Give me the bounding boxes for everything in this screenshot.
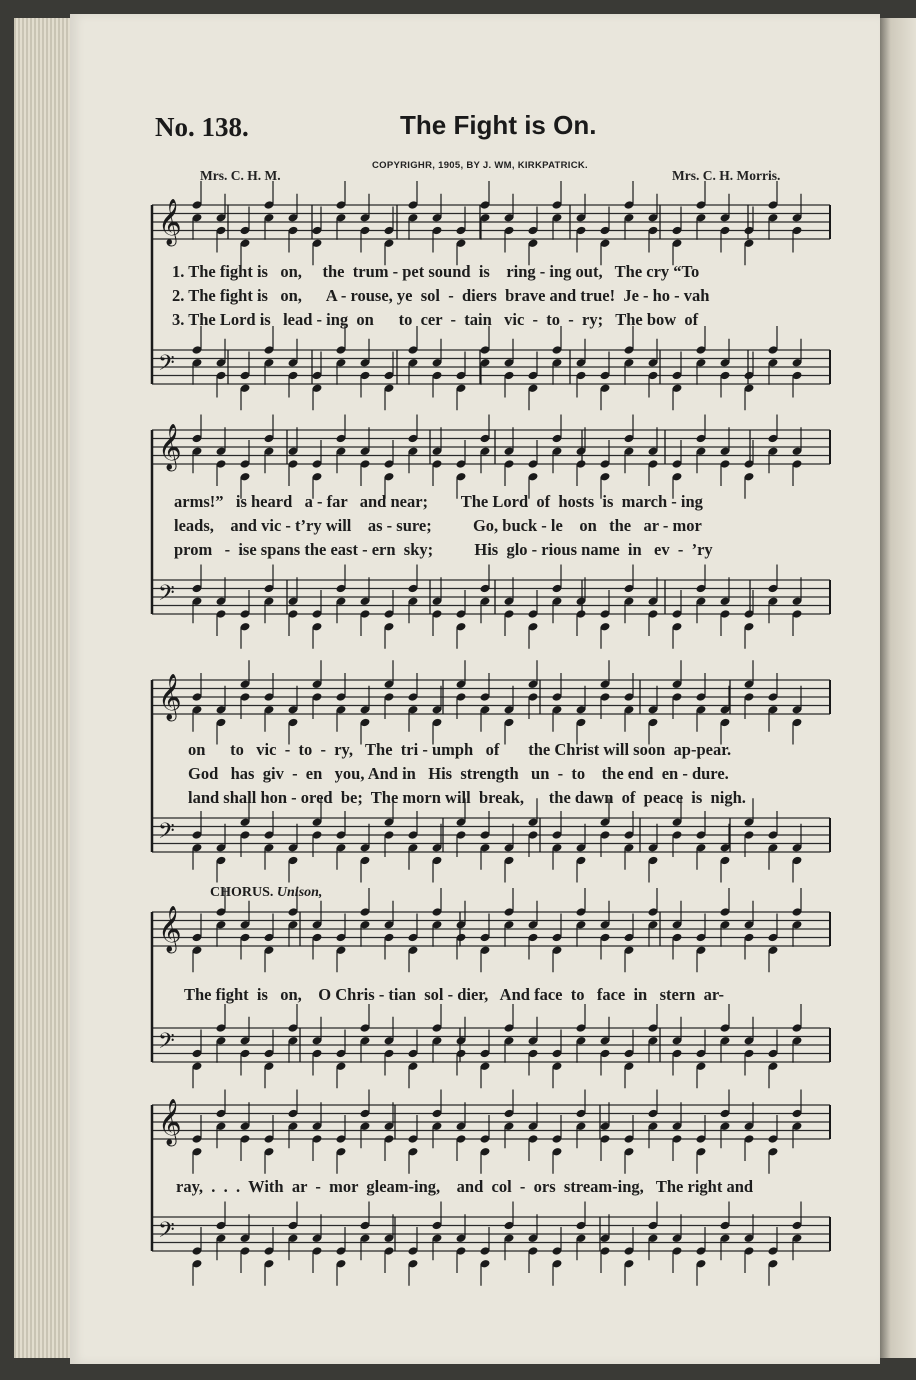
lyric-line: The fight is on, O Chris - tian sol - dier, And face to face in stern ar- — [184, 985, 725, 1004]
treble-clef-icon: 𝄞 — [158, 674, 182, 720]
copyright-notice: COPYRIGHR, 1905, BY J. WM, KIRKPATRICK. — [372, 160, 588, 171]
chorus-direction: Unison, — [276, 885, 323, 900]
treble-clef-icon: 𝄞 — [158, 1099, 182, 1145]
words-credit: Mrs. C. H. M. — [200, 168, 281, 183]
lyric-line: ray, . . . With ar - mor gleam-ing, and col - ors stream-ing, The right and — [176, 1177, 754, 1196]
lyric-line: God has giv - en you, And in His strength un - to the end en - dure. — [188, 764, 729, 783]
chorus-heading: CHORUS. — [210, 885, 274, 900]
treble-clef-icon: 𝄞 — [158, 906, 182, 952]
lyric-line: 2. The fight is on, A - rouse, ye sol - diers brave and true! Je - ho - vah — [172, 286, 710, 305]
lyric-line: land shall hon - ored be; The morn will break, the dawn of peace is nigh. — [188, 788, 746, 807]
lyric-line: leads, and vic - t’ry will as - sure; Go, buck - le on the ar - mor — [174, 516, 702, 535]
bass-clef-icon: 𝄢 — [158, 351, 175, 381]
treble-clef-icon: 𝄞 — [158, 424, 182, 470]
bass-clef-icon: 𝄢 — [158, 1029, 175, 1059]
bass-clef-icon: 𝄢 — [158, 581, 175, 611]
bass-clef-icon: 𝄢 — [158, 1218, 175, 1248]
hymn-title: The Fight is On. — [400, 110, 597, 140]
lyric-line: arms!” is heard a - far and near; The Lord of hosts is march - ing — [174, 492, 703, 511]
hymn-number: No. 138. — [155, 112, 249, 142]
lyric-line: 1. The fight is on, the trum - pet sound is ring - ing out, The cry “To — [172, 262, 700, 281]
lyric-line: 3. The Lord is lead - ing on to cer - tain vic - to - ry; The bow of — [172, 310, 699, 329]
music-credit: Mrs. C. H. Morris. — [672, 168, 781, 183]
treble-clef-icon: 𝄞 — [158, 199, 182, 245]
chorus-label — [210, 885, 322, 901]
lyric-line: on to vic - to - ry, The tri - umph of the Christ will soon ap-pear. — [188, 740, 732, 759]
bass-clef-icon: 𝄢 — [158, 819, 175, 849]
lyric-line: prom - ise spans the east - ern sky; His glo - rious name in ev - ’ry — [174, 540, 713, 559]
